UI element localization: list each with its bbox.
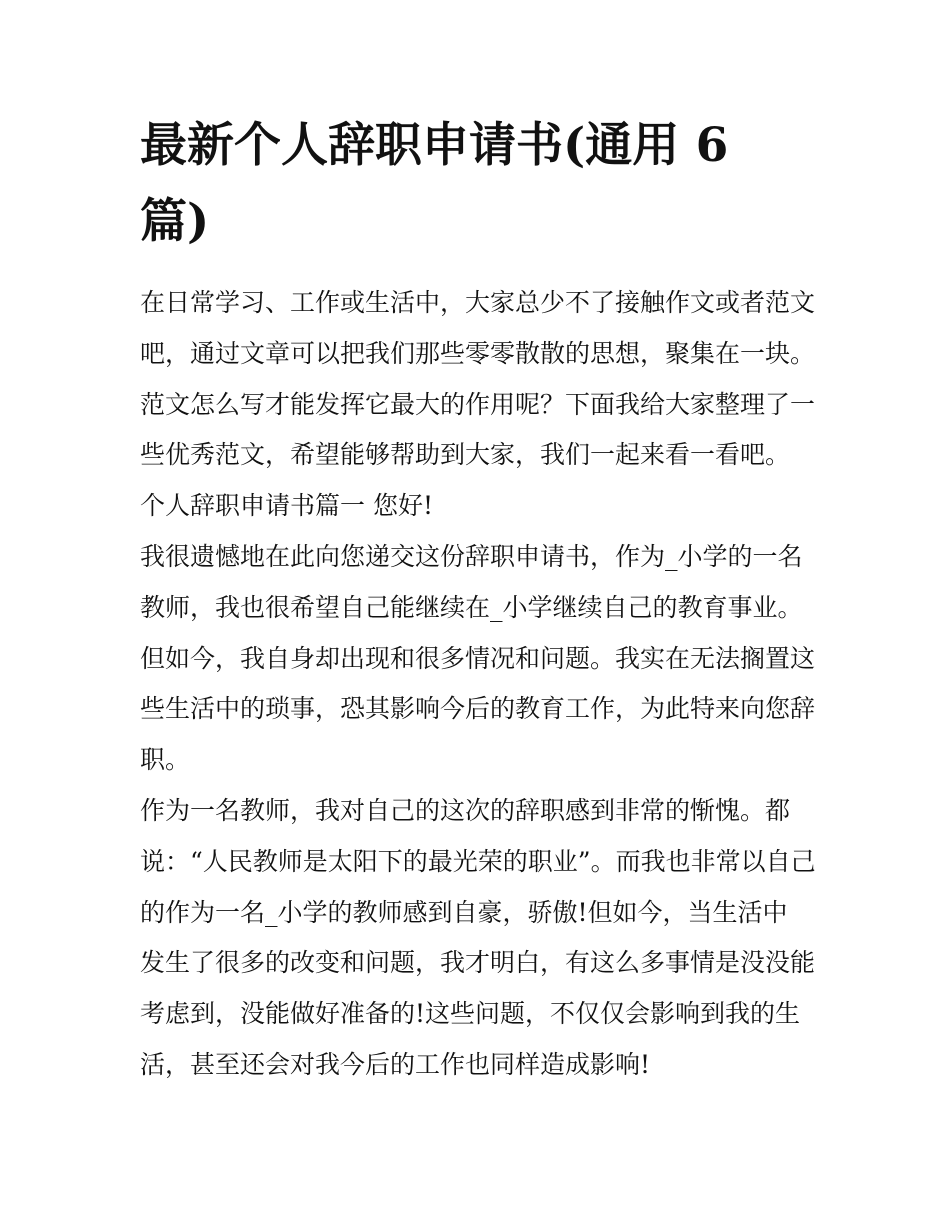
body-line: 考虑到，没能做好准备的!这些问题，不仅仅会影响到我的生 [140,999,801,1029]
body-line: 我很遗憾地在此向您递交这份辞职申请书，作为_小学的一名 [140,541,803,571]
document-body [140,278,816,1091]
body-line: 作为一名教师，我对自己的这次的辞职感到非常的惭愧。都 [140,795,791,825]
section-heading-line: 个人辞职申请书篇一 您好! [140,491,433,521]
body-line: 活，甚至还会对我今后的工作也同样造成影响! [140,1049,651,1079]
body-line: 在日常学习、工作或生活中，大家总少不了接触作文或者范文 [140,288,816,317]
body-line: 职。 [140,745,191,775]
body-line: 吧，通过文章可以把我们那些零零散散的思想，聚集在一块。 [140,338,816,368]
body-line: 些生活中的琐事，恐其影响今后的教育工作，为此特来向您辞 [140,694,816,724]
body-line: 但如今，我自身却出现和很多情况和问题。我实在无法搁置这 [140,643,816,673]
body-line: 的作为一名_小学的教师感到自豪，骄傲!但如今，当生活中 [140,897,788,927]
title-line-1: 最新个人辞职申请书(通用 6 [140,118,729,173]
body-line: 范文怎么写才能发挥它最大的作用呢？下面我给大家整理了一 [140,389,816,419]
body-line: 教师，我也很希望自己能继续在_小学继续自己的教育事业。 [140,592,803,622]
body-line: 说：“人民教师是太阳下的最光荣的职业”。而我也非常以自己 [140,846,816,876]
body-line: 些优秀范文，希望能够帮助到大家，我们一起来看一看吧。 [140,440,791,470]
document-title [140,108,820,260]
title-line-2: 篇) [140,194,210,249]
body-line: 发生了很多的改变和问题，我才明白，有这么多事情是没没能 [140,948,816,978]
